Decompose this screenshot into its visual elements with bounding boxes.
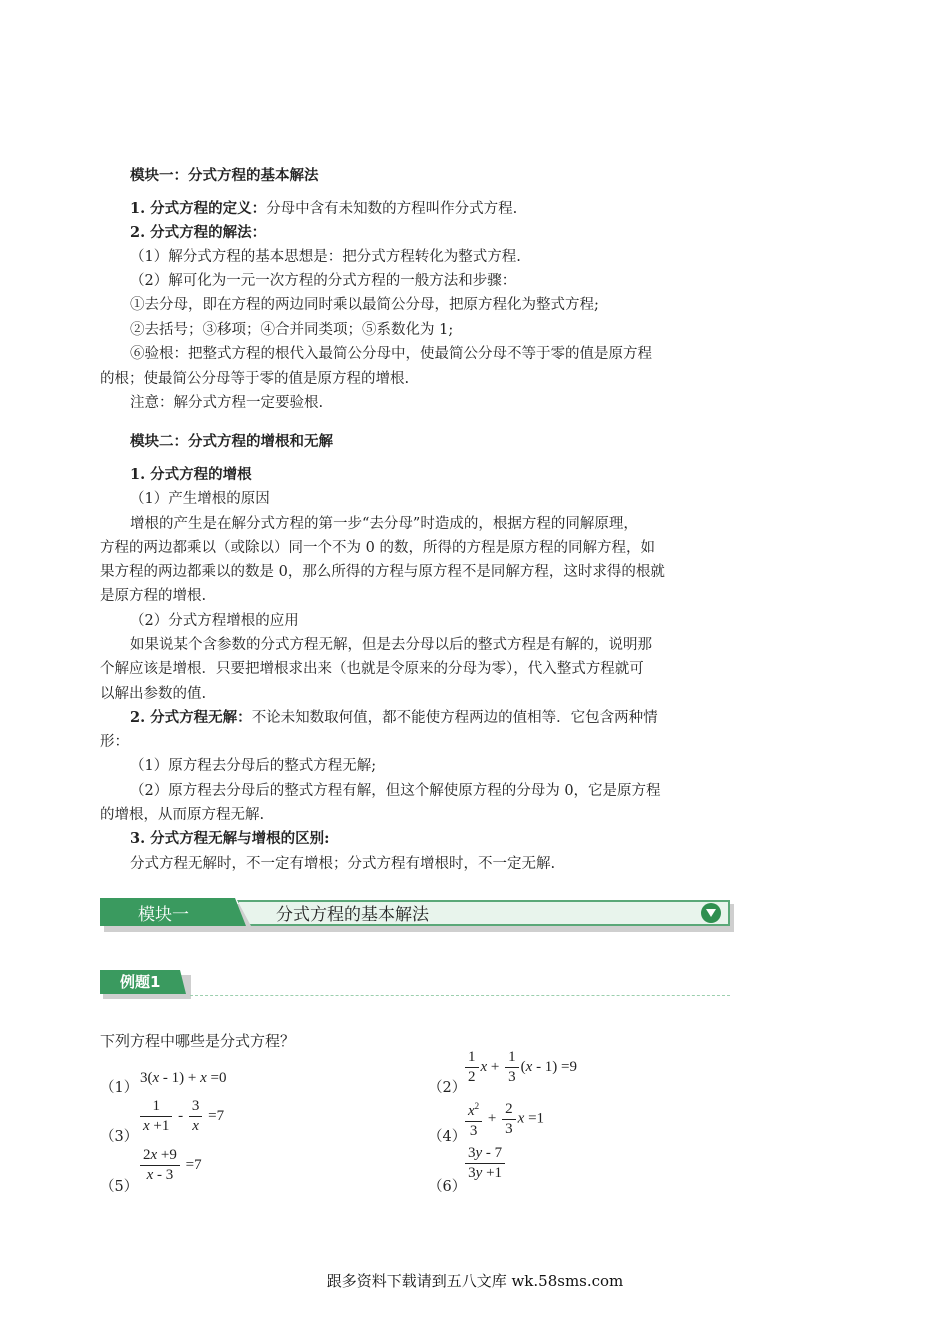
- option-6-equation: $\frac{3y - 7}{3y +1}$: [463, 1144, 507, 1183]
- m2-line-10: 以解出参数的值.: [100, 686, 207, 702]
- example-question: 下列方程中哪些是分式方程？: [100, 1032, 296, 1050]
- m2-line-15: 的增根，从而原方程无解.: [100, 807, 265, 823]
- m2-line-2: （1）产生增根的原因: [130, 491, 270, 507]
- option-5-label: （5）: [100, 1179, 139, 1195]
- banner-title: 分式方程的基本解法: [276, 905, 429, 925]
- no-solution-text: 不论未知数取何值，都不能使方程两边的值相等．它包含两种情: [251, 710, 658, 726]
- summary-line-7: ⑥验根：把整式方程的根代入最简公分母中，使最简公分母不等于零的值是原方程: [130, 346, 652, 362]
- example-tab: [100, 970, 190, 998]
- option-2-equation: $\frac{1}{2}$ x + $\frac{1}{3}$ (x - 1) =9: [463, 1048, 577, 1087]
- m2-line-9: 个解应该是增根．只要把增根求出来（也就是令原来的分母为零），代入整式方程就可: [100, 661, 644, 677]
- summary-line-6: ②去括号；③移项；④合并同类项；⑤系数化为 1;: [130, 322, 454, 338]
- definition-text: 分母中含有未知数的方程叫作分式方程.: [266, 201, 518, 217]
- m2-line-7: （2）分式方程增根的应用: [130, 613, 299, 629]
- option-4-label: （4）: [428, 1129, 467, 1145]
- chevron-down-icon[interactable]: [701, 903, 721, 923]
- summary-line-5: ①去分母，即在方程的两边同时乘以最简公分母，把原方程化为整式方程;: [130, 297, 599, 313]
- banner-label: 模块一: [138, 905, 189, 925]
- m2-line-16: 3. 分式方程无解与增根的区别:: [130, 830, 330, 847]
- m2-line-6: 是原方程的增根.: [100, 588, 207, 604]
- summary-note: 注意：解分式方程一定要验根.: [130, 395, 324, 411]
- option-3-equation: $\frac{1}{x +1}$ - $\frac{3}{x}$ =7: [138, 1097, 224, 1136]
- m2-line-17: 分式方程无解时，不一定有增根；分式方程有增根时，不一定无解.: [130, 856, 556, 872]
- m2-line-14: （2）原方程去分母后的整式方程有解，但这个解使原方程的分母为 0，它是原方程: [130, 783, 661, 799]
- module1-heading: 模块一：分式方程的基本解法: [130, 167, 319, 184]
- summary-line-4: （2）解可化为一元一次方程的分式方程的一般方法和步骤：: [130, 273, 517, 289]
- module-banner: [100, 898, 732, 932]
- summary-line-3: （1）解分式方程的基本思想是：把分式方程转化为整式方程.: [130, 249, 521, 265]
- summary-line-8: 的根；使最简公分母等于零的值是原方程的增根.: [100, 371, 410, 387]
- m2-line-13: （1）原方程去分母后的整式方程无解;: [130, 758, 377, 774]
- option-1-label: （1）: [100, 1080, 139, 1096]
- m2-line-11: [130, 707, 658, 729]
- m2-line-5: 果方程的两边都乘以的数是 0，那么所得的方程与原方程不是同解方程，这时求得的根就: [100, 564, 665, 580]
- solution-method-title: 2. 分式方程的解法：: [130, 224, 267, 241]
- dashed-divider: [190, 995, 730, 996]
- definition-title: 1. 分式方程的定义：: [130, 200, 267, 217]
- m2-line-8: 如果说某个含参数的分式方程无解，但是去分母以后的整式方程是有解的，说明那: [130, 637, 652, 653]
- option-1-equation: 3(x - 1) + x =0: [140, 1070, 227, 1086]
- option-4-equation: $\frac{x^2}{3}$ + $\frac{2}{3}$ x =1: [463, 1097, 544, 1141]
- m2-line-12: 形：: [100, 734, 129, 750]
- m2-line-3: 增根的产生是在解分式方程的第一步“去分母”时造成的，根据方程的同解原理，: [130, 516, 638, 532]
- no-solution-title: 2. 分式方程无解：: [130, 709, 252, 726]
- example-tab-label: 例题1: [120, 973, 161, 991]
- option-2-label: （2）: [428, 1080, 467, 1096]
- option-5-equation: $\frac{2x +9}{x - 3}$ =7: [138, 1146, 202, 1185]
- definition-line: [130, 198, 517, 220]
- option-3-label: （3）: [100, 1129, 139, 1145]
- footer-text: 跟多资料下载请到五八文库 wk.58sms.com: [326, 1272, 624, 1290]
- m2-line-4: 方程的两边都乘以（或除以）同一个不为 0 的数，所得的方程是原方程的同解方程，如: [100, 540, 655, 556]
- m2-line-1: 1. 分式方程的增根: [130, 466, 252, 483]
- module2-heading: 模块二：分式方程的增根和无解: [130, 433, 333, 450]
- option-6-label: （6）: [428, 1179, 467, 1195]
